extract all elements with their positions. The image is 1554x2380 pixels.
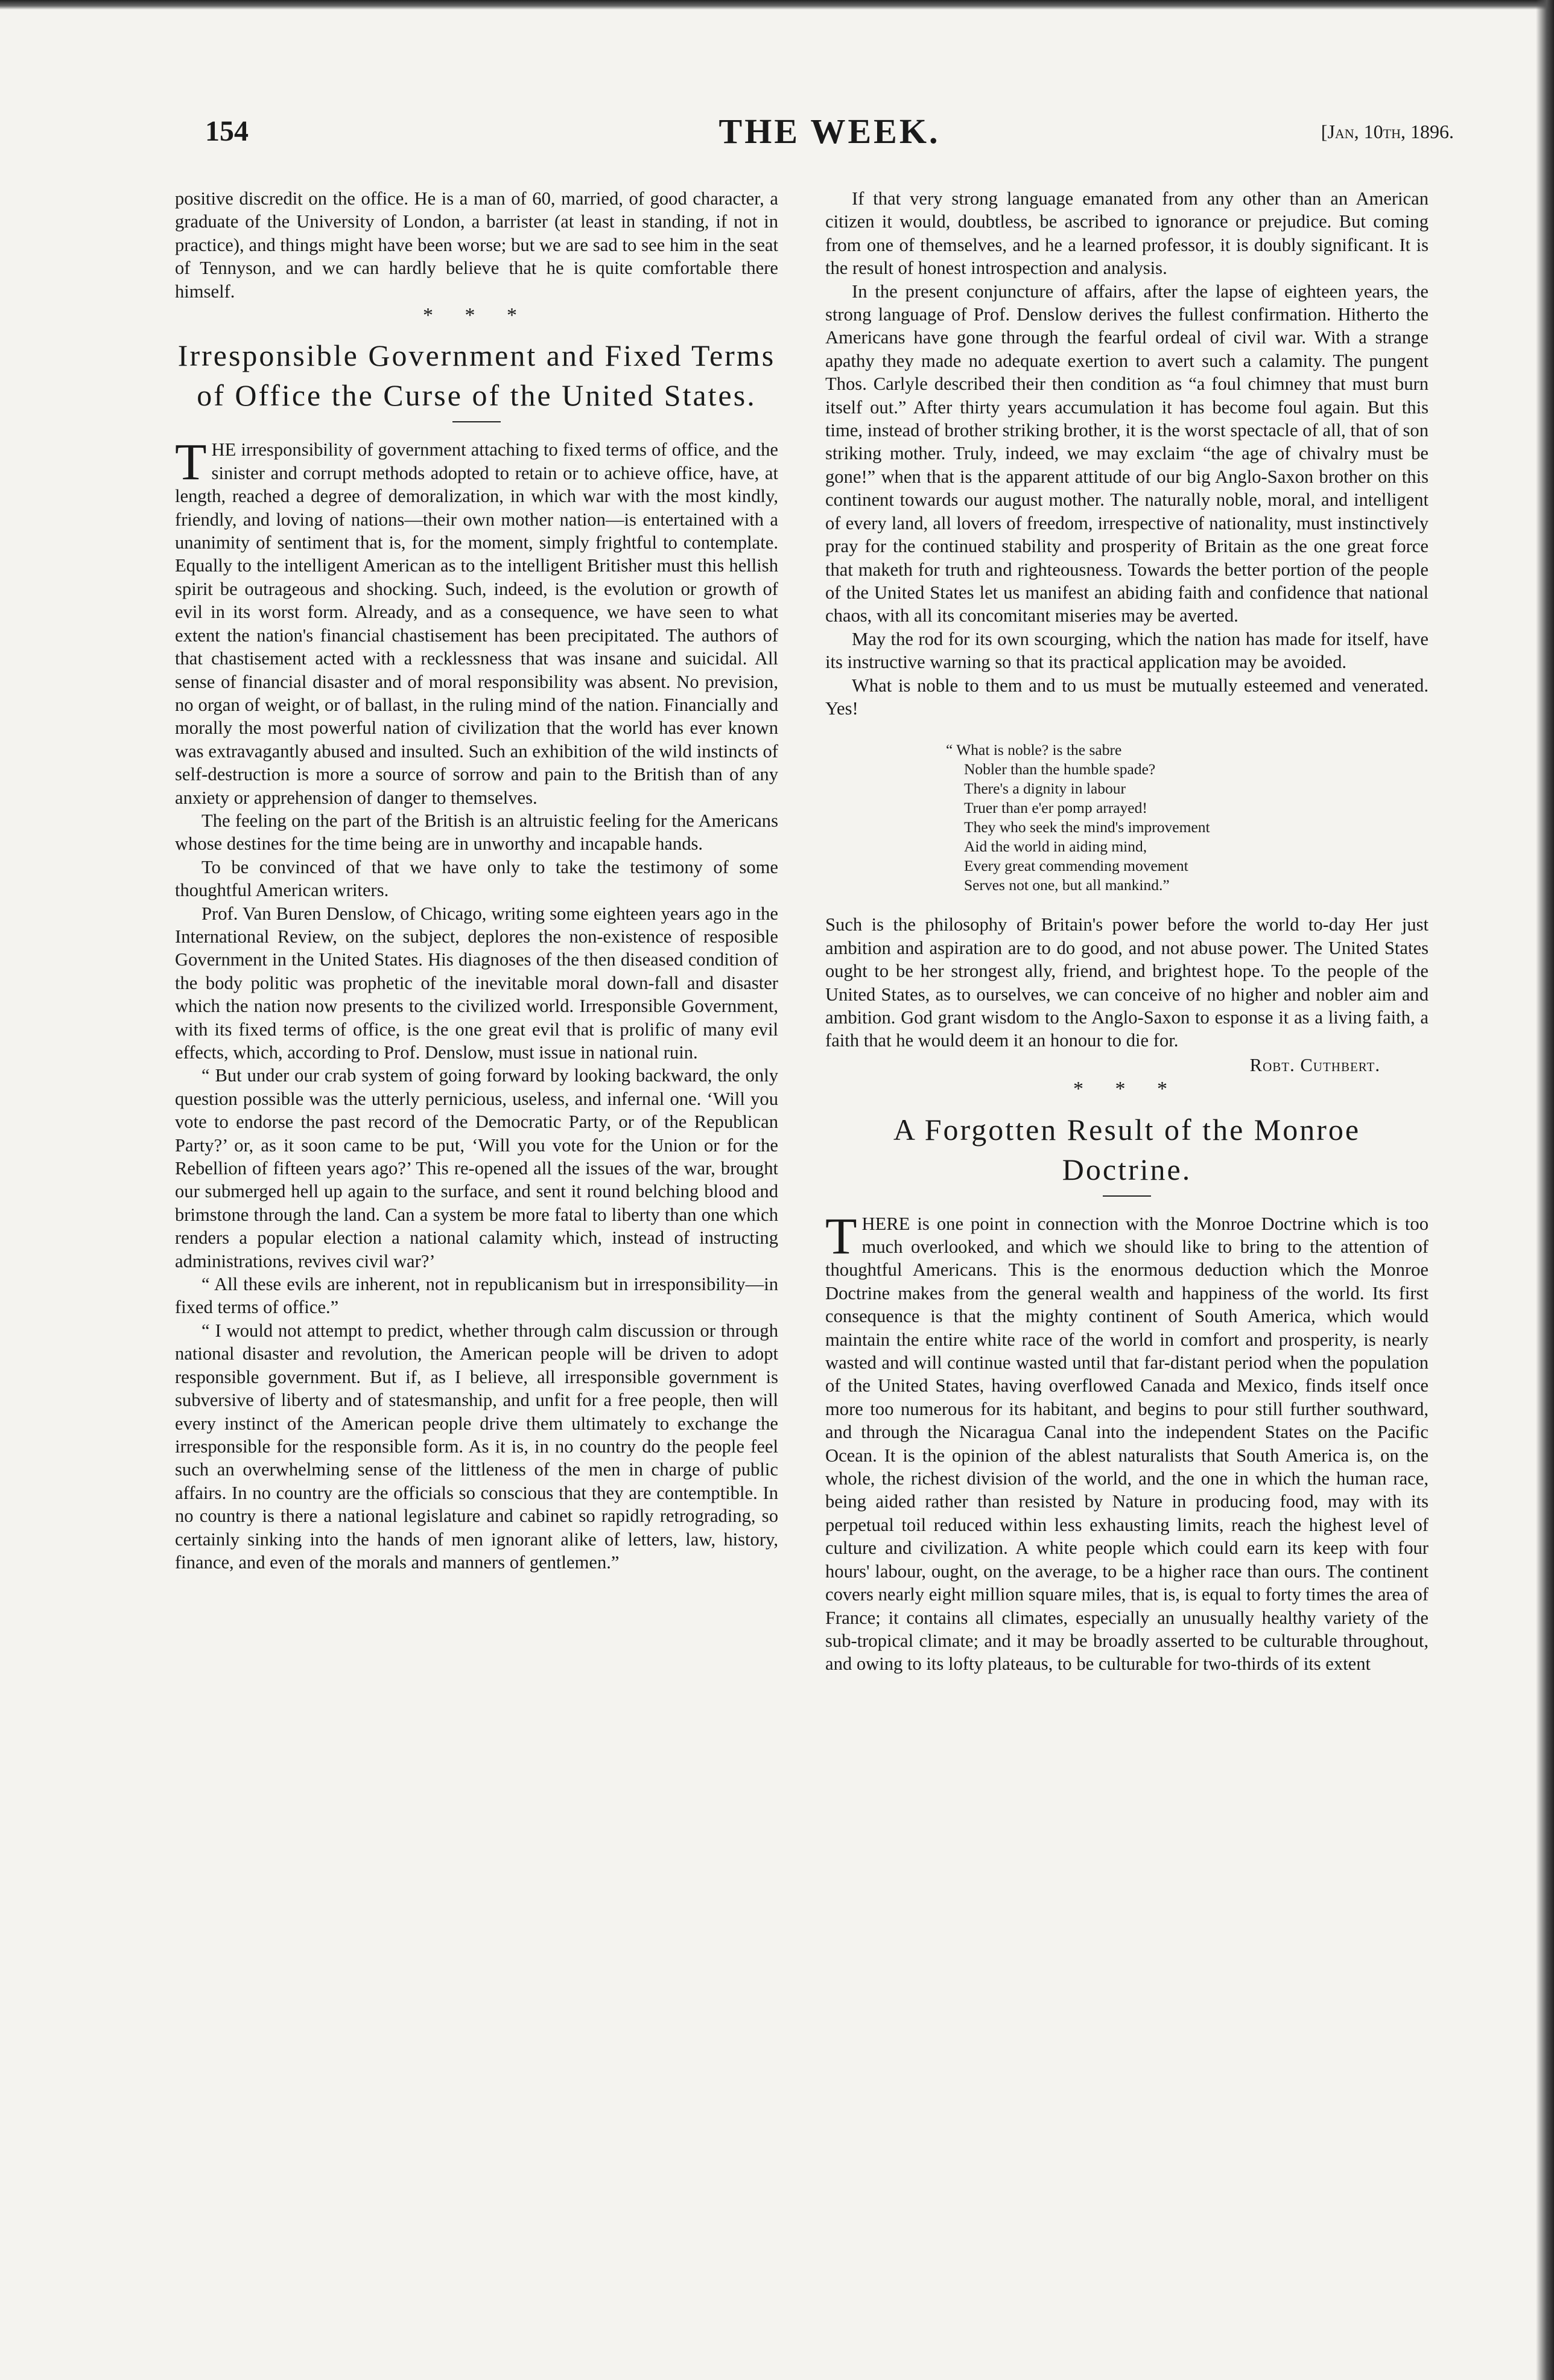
top-edge-rule (0, 0, 1554, 10)
paragraph: In the present conjuncture of affairs, after the lapse of eighteen years, the strong language of Prof. Denslow derives the fullest confirmation. Hitherto the Americans have gone through the fearful ordeal of civil war. With a strange apathy they made no adequate exertion to avert such a calamity. The pungent Thos. Carlyle described their then condition as “a foul chimney that must burn itself out.” After thirty years accumulation it has become foul again. But this time, instead of brother striking brother, it is the worst spectacle of all, that of son striking mother. Truly, indeed, we may exclaim “the age of chivalry must be gone!” when that is the apparent attitude of our big Anglo-Saxon brother on this continent towards our august mother. The naturally noble, moral, and intelligent of every land, all lovers of freedom, irrespective of nationality, must instinctively pray for the continued stability and prosperity of Britain as the one great force that maketh for truth and righteousness. Towards the better portion of the people of the United States let us manifest an abiding faith and confidence that national chaos, with all its concomitant miseries may be averted. (825, 281, 1429, 626)
page-header (205, 112, 1454, 157)
verse-line: There's a dignity in labour (964, 780, 1126, 798)
verse-block (946, 740, 1429, 895)
article-title: Irresponsible Government and Fixed Terms of Office the Curse of the United States. (177, 339, 776, 413)
paragraph: Prof. Van Buren Denslow, of Chicago, writing some eighteen years ago in the International Review, on the subject, deplores the non-existence of resposible Government in the United States. His diagnoses of the then diseased condition of the body politic was prophetic of the inevitable moral down-fall and disaster which the nation now presents to the civilized world. Irresponsible Government, with its fixed terms of office, is the one great evil that is prolific of many evil effects, which, according to Prof. Denslow, must issue in national ruin. (175, 903, 778, 1063)
lead-paragraph (175, 433, 778, 809)
article-title: A Forgotten Result of the Monroe Doctrine. (893, 1112, 1361, 1186)
issue-date: [Jan, 10th, 1896. (1321, 121, 1454, 142)
author-signature: Robt. Cuthbert. (1249, 1054, 1380, 1075)
verse-line: Serves not one, but all mankind.” (964, 876, 1170, 894)
paragraph: The feeling on the part of the British is an altruistic feeling for the Americans whose destines for the time being are in unworthy and incapable hands. (175, 810, 778, 854)
paragraph: To be convinced of that we have only to take the testimony of some thoughtful American writers. (175, 856, 778, 901)
quoted-paragraph: “ But under our crab system of going forward by looking backward, the only question possible was the utterly pernicious, useless, and infernal one. ‘Will you vote to endorse the past record of the Democratic Party, or of the Republican Party?’ or, as it soon came to be put, ‘Will you vote for the Union or for the Rebellion of fifteen years ago?’ This re-opened all the issues of the war, brought our submerged hell up again to the surface, and sent it round belching blood and brimstone through the land. Can a system be more fatal to liberty than one which renders a popular election a national calamity which, instead of instructing administrations, revives civil war?’ (175, 1065, 778, 1271)
title-rule (452, 421, 501, 422)
verse-line: Nobler than the humble spade? (964, 760, 1156, 778)
title-rule (1103, 1195, 1151, 1197)
masthead: THE WEEK. (718, 112, 940, 151)
drop-cap: T (825, 1206, 857, 1265)
lead-paragraph (825, 1206, 1429, 1676)
left-column (175, 187, 778, 1574)
verse-line: Aid the world in aiding mind, (964, 838, 1147, 856)
verse-line: Truer than e'er pomp arrayed! (964, 799, 1147, 817)
drop-cap: T (175, 433, 207, 491)
verse-line: “ What is noble? is the sabre (946, 741, 1122, 759)
quoted-paragraph: “ All these evils are inherent, not in republicanism but in irresponsibility—in fixed terms of office.” (175, 1274, 778, 1318)
paragraph: What is noble to them and to us must be mutually esteemed and venerated. Yes! (825, 675, 1429, 719)
section-separator: * * * (1073, 1078, 1181, 1101)
paragraph: Such is the philosophy of Britain's power before the world to-day Her just ambition and aspiration are to do good, and not abuse power. The United States ought to be her strongest ally, friend, and brightest hope. To the people of the United States, as to ourselves, we can conceive of no higher and nobler aim and ambition. God grant wisdom to the Anglo-Saxon to esponse it as a living faith, a faith that he would deem it an honour to die for. (825, 914, 1429, 1051)
quoted-paragraph: “ I would not attempt to predict, whether through calm discussion or through national disaster and revolution, the American people will be driven to adopt responsible government. But if, as I believe, all irresponsible government is subversive of liberty and of statesmanship, and unfit for a free people, then will every instinct of the American people drive them ultimately to exchange the irresponsible for the responsible form. As it is, in no country do the people feel such an overwhelming sense of the littleness of the men in charge of public affairs. In no country are the officials so conscious that they are contemptible. In no country is there a national legislature and cabinet so rapidly retrograding, so certainly sinking into the hands of men ignorant alike of letters, law, history, finance, and even of the morals and manners of gentlemen.” (175, 1320, 778, 1573)
page-number: 154 (205, 115, 249, 147)
lead-text: HE irresponsibility of government attaching to fixed terms of office, and the sinister and corrupt methods adopted to retain or to achieve office, have, at length, reached a degree of demoralization, in which war with the most kindly, friendly, and loving of nations—their own mother nation—is entertained with a unanimity of sentiment that is, for the moment, simply frightful to contemplate. Equally to the intelligent American as to the intelligent Britisher must this hellish spirit be outrageous and shocking. Such, indeed, is the evolution or growth of evil in its worst form. Already, and as a consequence, we have seen to what extent the nation's financial chastisement has been precipitated. The authors of that chastisement acted with a recklessness that was insane and suicidal. All sense of financial disaster and of moral responsibility was absent. No prevision, no organ of weight, or of ballast, in the ruling mind of the nation. Financially and morally the most powerful nation of civilization that the world has ever known was extravagantly abused and insulted. Such an exhibition of the wild instincts of self-destruction is more a source of sorrow and pain to the British than of any anxiety or apprehension of danger to themselves. (175, 439, 778, 808)
verse-line: They who seek the mind's improvement (964, 818, 1210, 836)
page-right-edge (1536, 0, 1554, 2380)
paragraph: positive discredit on the office. He is a man of 60, married, of good character, a graduate of the University of London, a barrister (at least in standing, if not in practice), and things might have been worse; but we are sad to see him in the seat of Tennyson, and we can hardly believe that he is quite comfortable there himself. (175, 188, 778, 302)
section-separator: * * * (423, 304, 530, 327)
paragraph: May the rod for its own scourging, which the nation has made for itself, have its instructive warning so that its practical application may be avoided. (825, 628, 1429, 673)
lead-text: HERE is one point in connection with the Monroe Doctrine which is too much overlooked, and which we should like to bring to the attention of thoughtful Americans. This is the enormous deduction which the Monroe Doctrine makes from the general wealth and happiness of the world. Its first consequence is that the mighty continent of South America, which would maintain the entire white race of the world in comfort and prosperity, is nearly wasted and will continue wasted until that far-distant period when the population of the United States, having overflowed Canada and Mexico, finds itself once more too numerous for its habitant, and begins to pour still further southward, and through the Nicaragua Canal into the independent States on the Pacific Ocean. It is the opinion of the ablest naturalists that South America is, on the whole, the richest division of the world, and the one in which the human race, being aided rather than resisted by Nature in producing food, may with its perpetual toil reduced within less exhausting limits, reach the highest level of culture and civilization. A white people which could earn its keep with four hours' labour, ought, on the average, to be a higher race than ours. The continent covers nearly eight million square miles, that is, is equal to forty times the area of France; it contains all climates, especially an unusually healthy variety of the sub-tropical climate; and it may be broadly asserted to be culturable throughout, and owing to its lofty plateaus, to be culturable for two-thirds of its extent (825, 1213, 1429, 1675)
paragraph: If that very strong language emanated from any other than an American citizen it would, doubtless, be ascribed to ignorance or prejudice. But coming from one of themselves, and he a learned professor, it is doubly significant. It is the result of honest introspection and analysis. (825, 188, 1429, 279)
right-column (825, 187, 1429, 1676)
verse-line: Every great commending movement (964, 857, 1188, 875)
